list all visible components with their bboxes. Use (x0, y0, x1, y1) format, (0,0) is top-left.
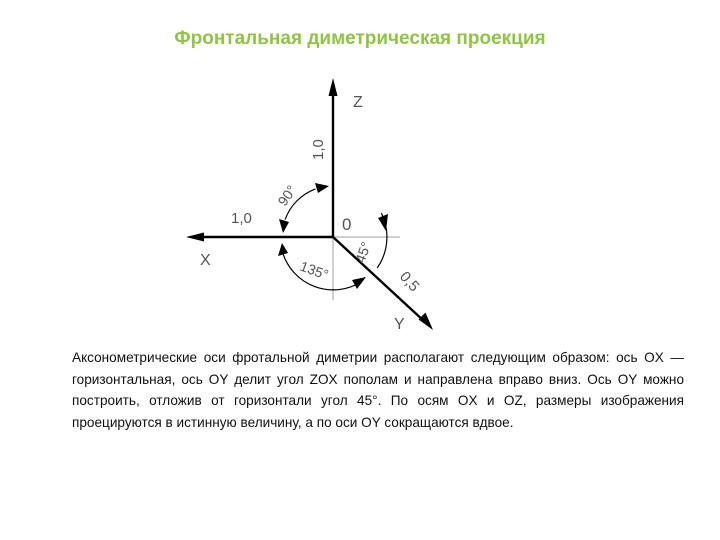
angle-y-label: 45° (351, 239, 375, 266)
axis-y-arrowhead (419, 313, 434, 331)
axis-z (329, 78, 338, 237)
angle-arc-zx-arrow-top (315, 183, 329, 193)
angle-arc-xy-arrow-left (278, 243, 288, 256)
angle-arc-zx-arrow-left (279, 219, 289, 233)
angle-zx-label: 90° (274, 182, 300, 209)
origin-label: 0 (342, 215, 352, 234)
angle-arc-xy-arrow-right (352, 277, 366, 289)
axis-x-arrowhead (186, 233, 204, 242)
coef-x-label: 1,0 (231, 210, 252, 227)
axis-z-label: Z (353, 94, 363, 111)
description-text: Аксонометрические оси фротальной диметрии располагают следующим образом: ось OX — горизонтальная, ось OY делит угол ZOX пополам и направлена вправо вниз. Ось OY можно построить, отложив от горизонтали угол 45°. По осям OX и OZ, размеры изображения проецируются в истинную величину, а по оси OY сокращаются вдвое. (72, 350, 684, 430)
axis-z-arrowhead (329, 78, 338, 96)
axis-x-label: X (200, 252, 211, 269)
coef-z-label: 1,0 (310, 139, 327, 160)
axis-x (186, 233, 333, 242)
page-title: Фронтальная диметрическая проекция (174, 28, 546, 49)
coef-y-label: 0,5 (396, 268, 423, 296)
angle-xy-label: 135° (297, 257, 331, 283)
axis-y-label: Y (394, 316, 405, 333)
